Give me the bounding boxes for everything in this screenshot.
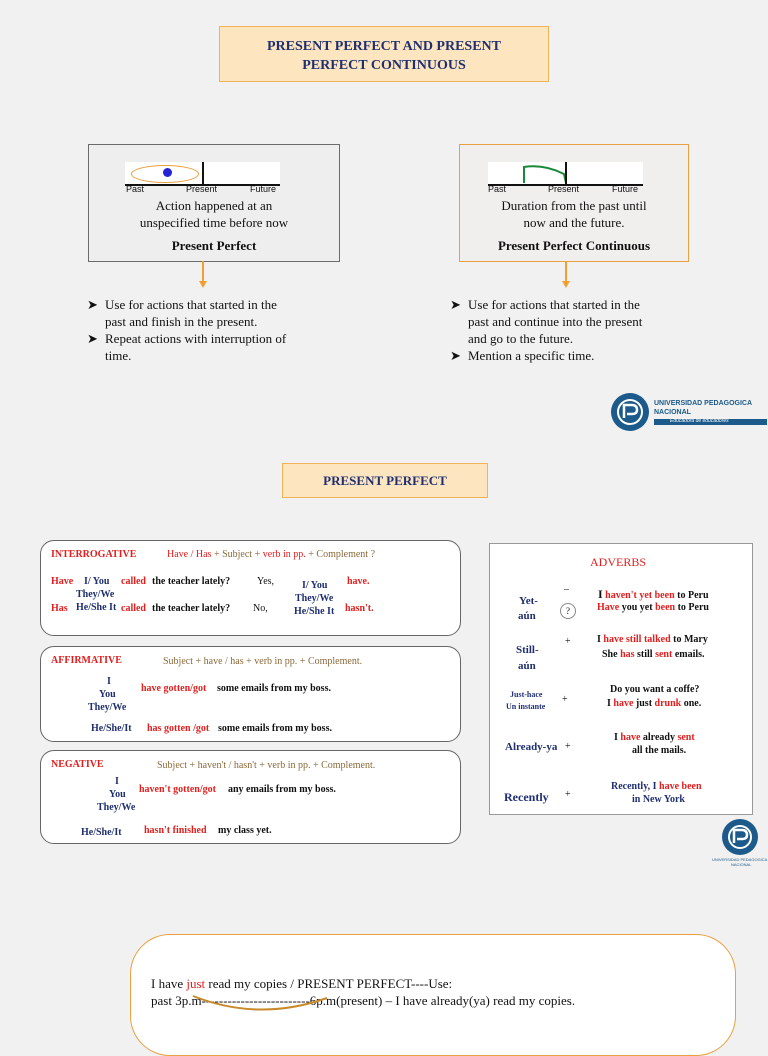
example: all the mails. [632,745,687,756]
list-item: ➤ Use for actions that started in the past and finish in the present. [87,297,277,329]
uses-list-right [450,296,690,364]
interrogative-formula: Have / Has + Subject + verb in pp. + Complement ? [167,549,376,560]
answer-no: No, [253,603,268,614]
sign: + [565,741,571,752]
example: Recently, I have been [611,781,702,792]
example: I have already sent [614,732,695,743]
negative-label: NEGATIVE [51,759,104,770]
logo-text-line2: NACIONAL [654,409,691,416]
arrow-left [202,261,204,281]
card-name: Present Perfect [171,238,257,253]
arrow-left-head [199,281,207,288]
subject: He/She/It [81,827,122,838]
card-desc-line1: Duration from the past until [501,198,647,213]
present-perfect-continuous-card [459,144,689,262]
sign: + [565,636,571,647]
timeline-label-past: Past [126,184,145,194]
timeline-dot [163,168,172,177]
logo-emblem-icon [610,392,650,432]
complement: some emails from my boss. [217,683,331,694]
timeline [125,162,280,186]
time-arc [189,992,339,1016]
sign: – [564,584,569,595]
section-title-box [282,463,488,498]
example: She has still sent emails. [602,649,705,660]
card-desc-line2: now and the future. [523,215,625,230]
complement: any emails from my boss. [228,784,336,795]
answer-hasnt: hasn't. [345,603,374,614]
affirmative-formula: Subject + have / has + verb in pp. + Complement. [163,656,363,667]
verb: called [121,576,146,587]
adverb-name: Still- [516,644,539,656]
timeline-label-present: Present [548,184,580,194]
subject: I [107,676,111,687]
adverb-name: Yet- [519,595,538,607]
example: I have still talked to Mary [597,634,708,645]
complement: the teacher lately? [152,576,231,587]
subject: He/She/It [91,723,132,734]
adverbs-title: ADVERBS [590,555,647,569]
bullet-arrow-icon: ➤ [87,297,98,312]
present-perfect-card [88,144,340,262]
sign: + [562,694,568,705]
page-title-line2: PERFECT CONTINUOUS [302,58,466,73]
aux-have: Have [51,576,74,587]
interrogative-label: INTERROGATIVE [51,549,137,560]
negative-box [40,750,461,844]
subject: He/She It [76,602,117,613]
answer-yes: Yes, [257,576,275,587]
example: Do you want a coffe? [610,684,700,695]
answer-have: have. [347,576,370,587]
timeline-present-mark [202,162,204,184]
complement: some emails from my boss. [218,723,332,734]
subject: You [109,789,126,800]
timeline-present-mark [565,162,567,184]
example: in New York [632,794,685,805]
card-name: Present Perfect Continuous [497,238,651,253]
subject: They/We [97,802,136,813]
university-logo-small [712,818,768,868]
question-sign: ? [560,603,576,619]
timeline-label-future: Future [250,184,277,194]
arrow-right [565,261,567,281]
subject: I/ You [84,576,110,587]
verb: hasn't finished [144,825,207,836]
verb: has gotten /got [147,723,210,734]
complement: my class yet. [218,825,272,836]
page-title-line1: PRESENT PERFECT AND PRESENT [266,39,502,54]
logo-text-line1: UNIVERSIDAD PEDAGOGICA [654,400,753,407]
university-logo [610,392,768,432]
subject: He/She It [294,606,335,617]
logo-tagline: Educadora de educadores [670,418,729,424]
timeline-label-future: Future [612,184,639,194]
bullet-arrow-icon: ➤ [450,348,461,363]
logo-small-line1: UNIVERSIDAD PEDAGOGICA [712,857,768,862]
verb: have gotten/got [141,683,207,694]
adverb-name: Just-hace [510,690,543,699]
example-box [130,934,736,1056]
timeline-duration-curve [522,164,568,184]
subject: You [99,689,116,700]
subject: I/ You [302,580,328,591]
example: I have just drunk one. [607,698,702,709]
verb: called [121,603,146,614]
sign: + [565,789,571,800]
adverb-name: Un instante [506,702,546,711]
complement: the teacher lately? [152,603,231,614]
timeline [488,162,643,186]
section-title: PRESENT PERFECT [323,473,447,488]
card-desc-line1: Action happened at an [155,198,273,213]
subject: I [115,776,119,787]
adverb-name: aún [518,610,536,622]
uses-list-left [87,296,327,364]
adverb-name: aún [518,660,536,672]
timeline-label-past: Past [488,184,507,194]
example-line1: I have just read my copies / PRESENT PERFECT----Use: [151,976,453,991]
affirmative-box [40,646,461,742]
example-line2: past 3p.m-------------------------6p.m(present) – I have already(ya) read my copies. [151,993,576,1008]
list-item: ➤ Mention a specific time. [450,348,595,363]
verb: haven't gotten/got [139,784,216,795]
example: I haven't yet been to Peru [598,587,709,601]
card-desc-line2: unspecified time before now [139,215,289,230]
subject: They/We [76,589,115,600]
interrogative-box [40,540,461,636]
bullet-arrow-icon: ➤ [450,297,461,312]
adverb-name: Already-ya [505,741,558,753]
arrow-right-head [562,281,570,288]
timeline-label-present: Present [186,184,218,194]
aux-has: Has [51,603,68,614]
adverb-name: Recently [504,790,549,804]
list-item: ➤ Use for actions that started in the past and continue into the present and go to the future. [450,297,643,346]
logo-small-line2: NACIONAL [731,862,752,867]
affirmative-label: AFFIRMATIVE [51,655,122,666]
subject: They/We [295,593,334,604]
negative-formula: Subject + haven't / hasn't + verb in pp. + Complement. [157,760,376,771]
example: Have you yet been to Peru [597,602,709,613]
bullet-arrow-icon: ➤ [87,331,98,346]
page-title-box [219,26,549,82]
adverbs-box [489,543,753,815]
list-item: ➤ Repeat actions with interruption of time. [87,331,287,363]
logo-emblem-icon [721,818,759,856]
subject: They/We [88,702,127,713]
